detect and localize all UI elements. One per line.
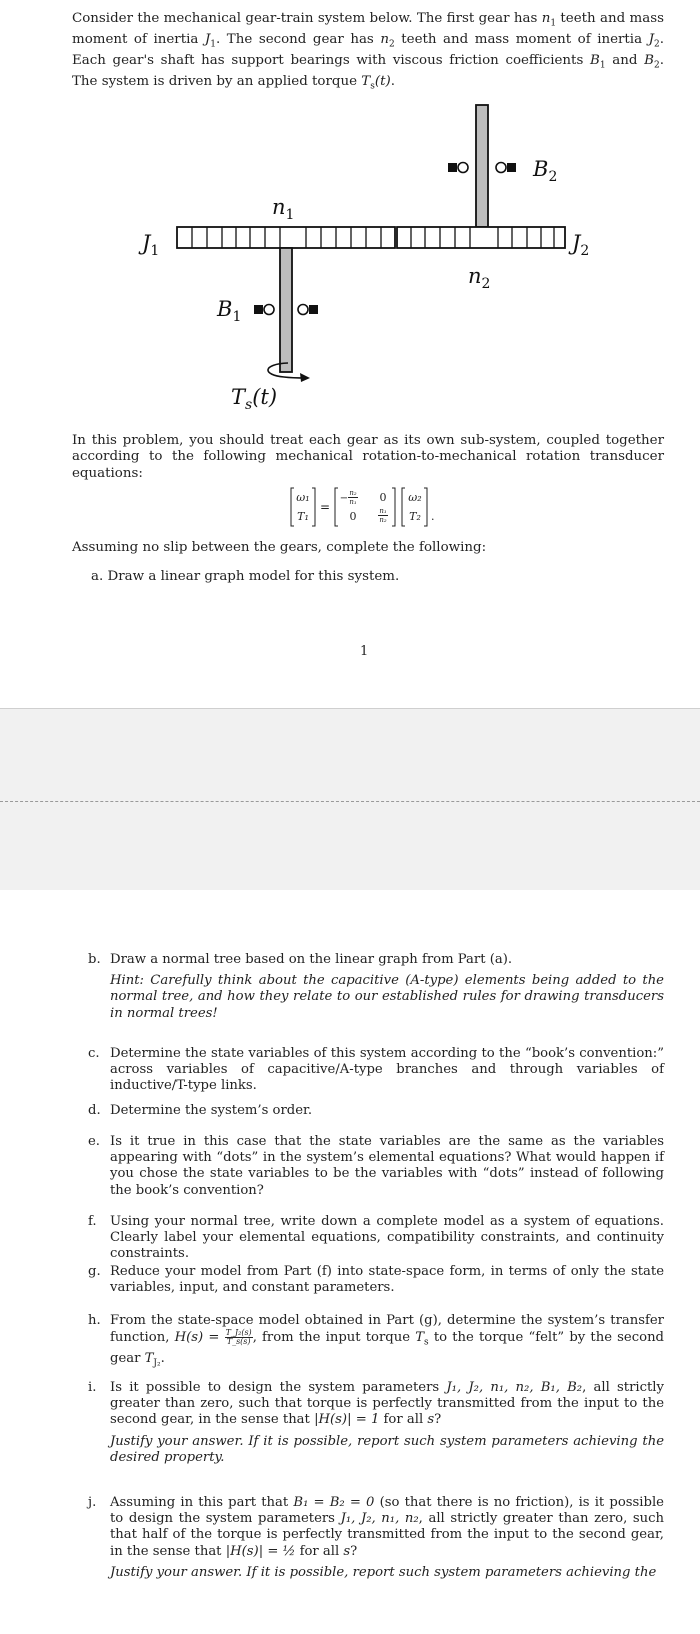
label-j1: $J_1$ [142, 231, 160, 259]
label-n2: $n_2$ [468, 264, 491, 292]
part-j-justify: Justify your answer. If it is possible, report such system parameters achieving the [110, 1564, 657, 1580]
part-c-label: c. [88, 1046, 100, 1061]
part-b-label: b. [88, 952, 101, 967]
matrix-m22-den: n₂ [379, 516, 387, 524]
part-d-label: d. [88, 1103, 101, 1118]
part-c-text: Determine the state variables of this system according to the “book’s convention:” across variables of capacitive/A-type branches and through variables of inductive/T-type links. [110, 1046, 664, 1094]
transducer-matrix-equation [288, 484, 458, 530]
part-b-hint: Hint: Carefully think about the capacitive (A-type) elements being added to the normal tree, and how they relate to our established rules for drawing transducers in normal trees! [110, 973, 664, 1021]
matrix-m22-num: n₁ [379, 507, 387, 515]
part-e-label: e. [88, 1134, 100, 1149]
part-f-label: f. [88, 1214, 97, 1229]
part-e-text: Is it true in this case that the state variables are the same as the variables appearing with “dots” in the system’s elemental equations? What would happen if you chose the state variables to be the variables with “dots” instead of following the book’s convention? [110, 1134, 664, 1198]
matrix-m11-num: n₂ [349, 489, 357, 497]
part-f [88, 1214, 664, 1263]
matrix-t1: T₁ [297, 510, 309, 523]
page-break-line [0, 801, 700, 802]
part-i-text: Is it possible to design the system parameters J₁, J₂, n₁, n₂, B₁, B₂, all strictly greater than zero, such that torque is perfectly transmitted from the input to the second gear, in the sense that |H(s)| = 1 for all s? [110, 1380, 664, 1428]
matrix-minus: − [339, 493, 349, 504]
part-h-text: From the state-space model obtained in Part (g), determine the system’s transfer function, H(s) = $\frac{\text{T\_J₂(s)}}{T\_s(s)}$ , from the input torque $T_s$ to the torque “felt” by the second gear $T_{J_2}$. [110, 1313, 664, 1369]
transfer-function-lhs: H(s) = [174, 1330, 220, 1346]
gear2-shaft [476, 105, 488, 227]
transfer-function-fraction: $\frac{\text{T\_J₂(s)}}{T\_s(s)}$ [225, 1328, 252, 1347]
transducer-paragraph: In this problem, you should treat each gear as its own sub-system, coupled together according to the following mechanical rotation-to-mechanical rotation transducer equations: [72, 433, 664, 481]
part-e [88, 1134, 664, 1199]
label-b1: $B_1$ [217, 297, 242, 325]
label-ts: $T_s(t)$ [231, 385, 278, 413]
gear1-shaft [280, 248, 292, 372]
part-i-justify: Justify your answer. If it is possible, report such system parameters achieving the desired property. [110, 1433, 664, 1465]
matrix-period: . [431, 510, 435, 523]
gear-train-diagram [0, 95, 700, 425]
part-a-text: Draw a linear graph model for this system. [107, 569, 400, 584]
part-g [88, 1264, 664, 1296]
part-f-text: Using your normal tree, write down a complete model as a system of equations. Clearly label your elemental equations, compatibility constraints, and continuity constraints. [110, 1214, 664, 1262]
matrix-w1: ω₁ [296, 491, 310, 504]
part-c [88, 1046, 664, 1095]
part-j-text: Assuming in this part that B₁ = B₂ = 0 (so that there is no friction), is it possible to design the system parameters J₁, J₂, n₁, n₂, all strictly greater than zero, such that half of the torque is perfectly transmitted from the input to the second gear, in the sense that |H(s)| = ½ for all s? [110, 1495, 665, 1559]
label-n1: $n_1$ [272, 195, 295, 223]
part-a-label: a. [91, 569, 104, 584]
part-i [88, 1380, 664, 1466]
matrix-m12: 0 [379, 491, 387, 504]
part-d-text: Determine the system’s order. [110, 1103, 313, 1118]
assumption-paragraph: Assuming no slip between the gears, complete the following: [72, 540, 487, 555]
label-j2: $J_2$ [572, 231, 590, 259]
matrix-t2: T₂ [409, 510, 421, 523]
page-2 [0, 890, 700, 1634]
part-d [88, 1103, 664, 1119]
label-b2: $B_2$ [533, 157, 558, 185]
part-b [88, 952, 664, 1022]
part-b-text: Draw a normal tree based on the linear graph from Part (a). [110, 952, 513, 967]
part-i-label: i. [88, 1380, 97, 1395]
matrix-m11-den: n₁ [349, 498, 357, 506]
part-g-text: Reduce your model from Part (f) into state-space form, in terms of only the state variables, input, and constant parameters. [110, 1264, 664, 1296]
page-number: 1 [360, 644, 369, 659]
part-j [88, 1495, 664, 1581]
matrix-equals: = [319, 500, 331, 514]
matrix-m21: 0 [349, 510, 357, 523]
page-gap [0, 708, 700, 892]
part-g-label: g. [88, 1264, 101, 1279]
part-h-label: h. [88, 1313, 101, 1328]
gear2 [397, 227, 565, 248]
gear1 [177, 227, 395, 248]
part-a [91, 569, 651, 585]
page-1 [0, 0, 700, 708]
part-h [88, 1313, 664, 1372]
matrix-w2: ω₂ [408, 491, 422, 504]
part-j-label: j. [88, 1495, 97, 1510]
intro-paragraph: Consider the mechanical gear-train system below. The first gear has $n_1$ teeth and mass moment of inertia $J_1$. The second gear has $n_2$ teeth and mass moment of inertia $J_2$. Each gear's shaft has support bearings with viscous friction coefficients $B_1$ and $B_2$. The system is driven by an applied torque $T_s(t)$. [72, 11, 664, 92]
